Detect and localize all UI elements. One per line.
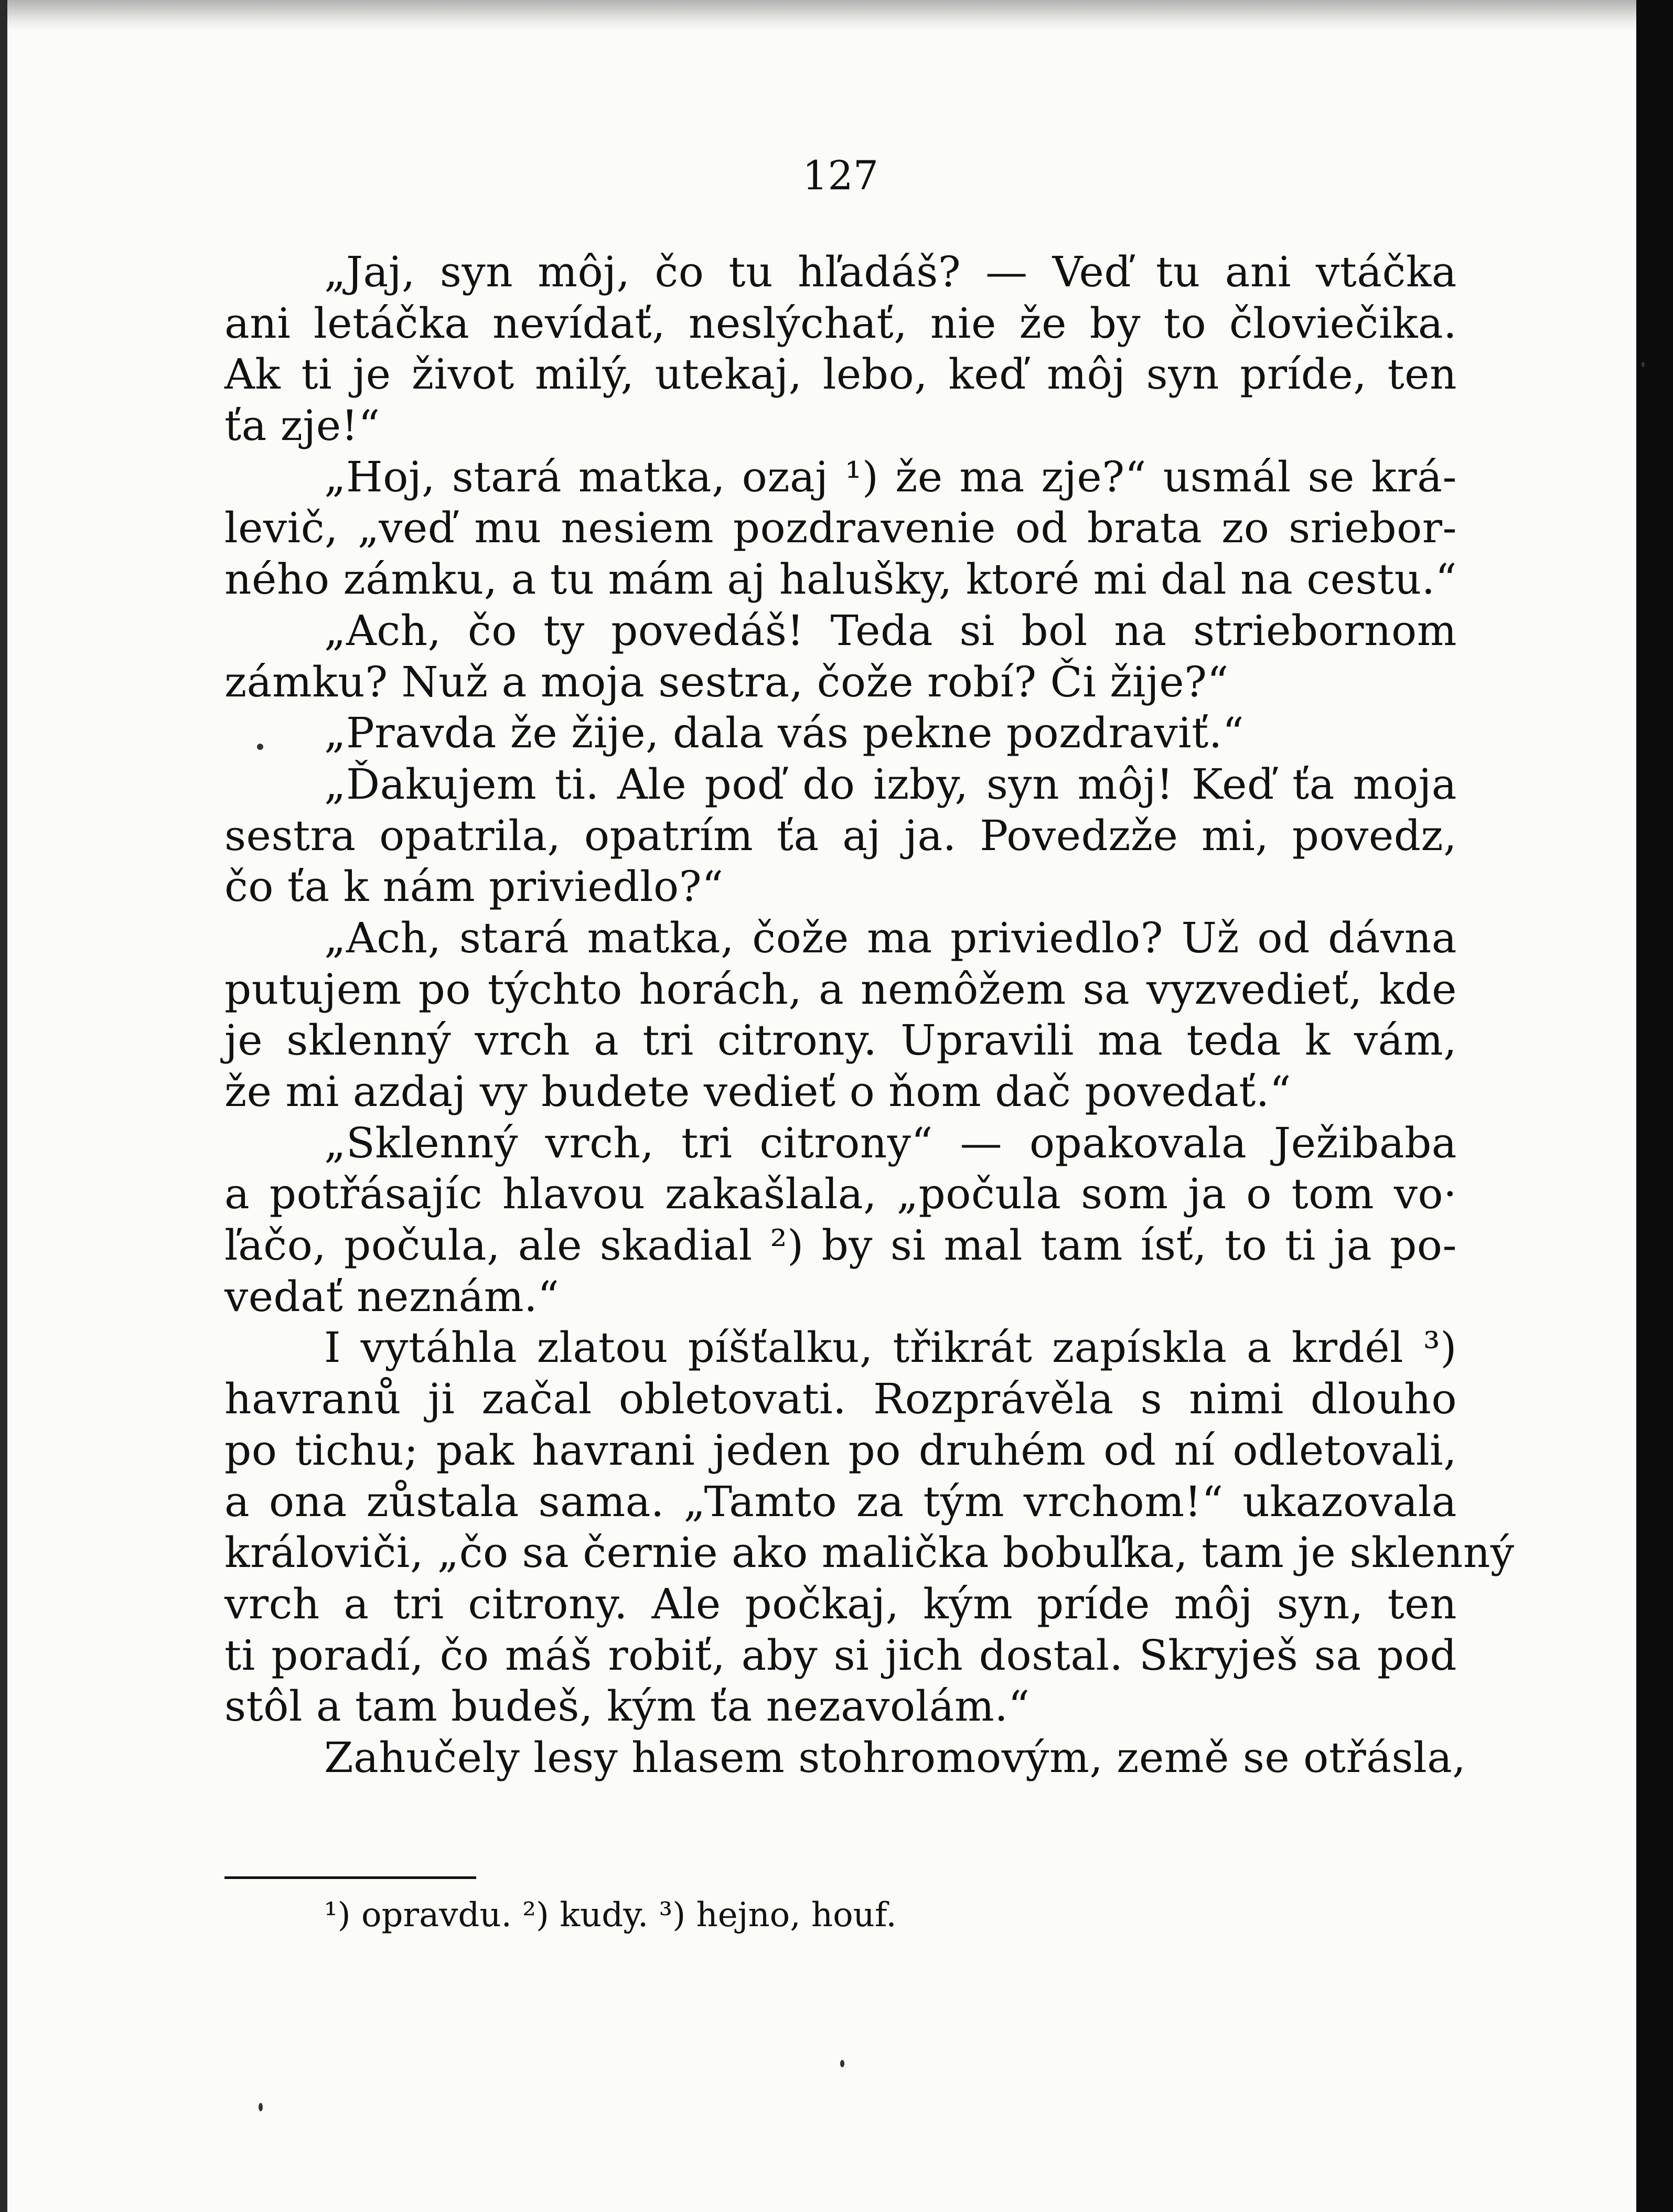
text-line: stôl a tam budeš, kým ťa nezavolám.“	[224, 1682, 1030, 1731]
text-line: že mi azdaj vy budete vedieť o ňom dač povedať.“	[224, 1067, 1292, 1116]
text-line: „Ach, čo ty povedáš! Teda si bol na striebornom	[324, 606, 1457, 655]
text-line: putujem po týchto horách, a nemôžem sa vyzvedieť, kde	[224, 964, 1457, 1014]
scan-speck	[259, 2103, 263, 2111]
text-line: vedať neznám.“	[224, 1272, 560, 1321]
text-line: ľačo, počula, ale skadial ²) by si mal tam ísť, to ti ja po-	[224, 1221, 1457, 1270]
text-line: ani letáčka nevídať, neslýchať, nie že by to človiečika.	[224, 298, 1457, 348]
body-text	[224, 246, 1515, 1784]
text-line: „Ach, stará matka, čože ma priviedlo? Už od dávna	[324, 913, 1457, 962]
text-line: havranů ji začal obletovati. Rozprávěla s nimi dlouho	[224, 1375, 1457, 1424]
scan-top-shadow	[0, 0, 1673, 31]
text-line: sestra opatrila, opatrím ťa aj ja. Povedzže mi, povedz,	[224, 811, 1457, 860]
text-line: a ona zůstala sama. „Tamto za tým vrchom!“ ukazovala	[224, 1477, 1457, 1526]
text-line: „Sklenný vrch, tri citrony“ — opakovala Ježibaba	[324, 1118, 1457, 1167]
text-line: po tichu; pak havrani jeden po druhém od ní odletovali,	[224, 1425, 1457, 1475]
page-number: 127	[802, 152, 879, 199]
text-line: „Jaj, syn môj, čo tu hľadáš? — Veď tu ani vtáčka	[324, 248, 1457, 296]
text-line: I vytáhla zlatou píšťalku, třikrát zapískla a krdél ³)	[324, 1323, 1457, 1372]
scan-speck	[840, 2060, 844, 2067]
text-line: vrch a tri citrony. Ale počkaj, kým príde môj syn, ten	[224, 1579, 1457, 1628]
text-line: a potřásajíc hlavou zakašlala, „počula som ja o tom vo·	[224, 1169, 1457, 1219]
text-line: zámku? Nuž a moja sestra, čože robí? Či žije?“	[224, 657, 1229, 706]
scan-left-edge	[0, 0, 7, 2212]
text-line: „Ďakujem ti. Ale poď do izby, syn môj! Keď ťa moja	[324, 759, 1457, 809]
text-line: Ak ti je život milý, utekaj, lebo, keď môj syn príde, ten	[224, 350, 1457, 399]
scan-speck	[257, 744, 263, 750]
scan-speck	[1642, 362, 1645, 367]
text-line: ťa zje!“	[224, 401, 380, 450]
text-line: ného zámku, a tu mám aj halušky, ktoré mi dal na cestu.“	[224, 555, 1457, 604]
text-line: levič, „veď mu nesiem pozdravenie od brata zo sriebor-	[224, 503, 1457, 553]
text-line: ti poradí, čo máš robiť, aby si jich dostal. Skryješ sa pod	[224, 1630, 1457, 1680]
footnotes: ¹) opravdu. ²) kudy. ³) hejno, houf.	[324, 1896, 897, 1935]
footnote-rule	[224, 1876, 476, 1879]
text-line: „Hoj, stará matka, ozaj ¹) že ma zje?“ usmál se krá-	[324, 452, 1457, 501]
text-line: „Pravda že žije, dala vás pekne pozdraviť.“	[324, 708, 1245, 758]
text-line: Zahučely lesy hlasem stohromovým, země se otřásla,	[324, 1733, 1466, 1782]
text-line: je sklenný vrch a tri citrony. Upravili ma teda k vám,	[224, 1016, 1457, 1065]
text-line: královiči, „čo sa černie ako malička bobuľka, tam je sklenný	[224, 1528, 1515, 1577]
scan-right-edge	[1636, 0, 1673, 2212]
text-line: čo ťa k nám priviedlo?“	[224, 862, 724, 911]
